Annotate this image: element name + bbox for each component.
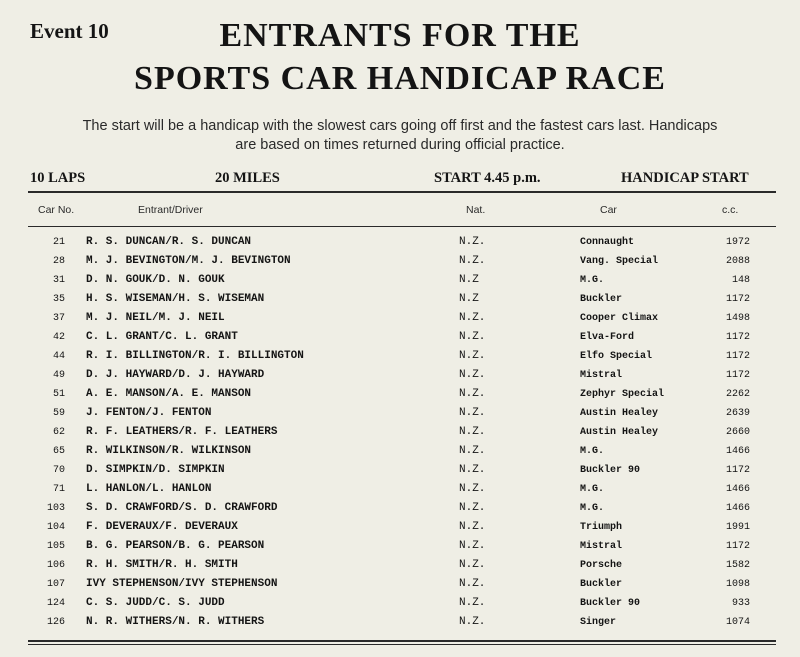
car-number: 104 (46, 522, 65, 533)
car-number: 124 (46, 598, 65, 609)
engine-cc: 1498 (725, 313, 750, 324)
car-number: 42 (52, 332, 65, 343)
intro-line-1: The start will be a handicap with the slowest cars going off first and the fastest cars last. Handicaps (82, 118, 718, 134)
bottom-rule-2 (28, 644, 776, 645)
nationality: N.Z. (459, 369, 486, 381)
nationality: N.Z. (459, 407, 486, 419)
car-number: 31 (52, 275, 65, 286)
entrant-driver: R. F. LEATHERS/R. F. LEATHERS (86, 426, 278, 438)
car-number: 107 (46, 579, 65, 590)
car-model: M.G. (580, 484, 605, 495)
car-model: M.G. (580, 503, 605, 514)
entrant-driver: J. FENTON/J. FENTON (86, 407, 212, 419)
car-model: Zephyr Special (580, 389, 665, 400)
table-row (0, 558, 800, 576)
engine-cc: 1582 (725, 560, 750, 571)
entrant-driver: C. L. GRANT/C. L. GRANT (86, 331, 238, 343)
car-model: Connaught (580, 237, 635, 248)
nationality: N.Z. (459, 312, 486, 324)
engine-cc: 1172 (725, 541, 750, 552)
table-row (0, 539, 800, 557)
entrant-driver: R. WILKINSON/R. WILKINSON (86, 445, 252, 457)
table-row (0, 235, 800, 253)
car-number: 21 (52, 237, 65, 248)
car-model: Porsche (580, 560, 623, 571)
car-model: Vang. Special (580, 256, 659, 267)
nationality: N.Z. (459, 331, 486, 343)
entrant-driver: C. S. JUDD/C. S. JUDD (86, 597, 225, 609)
table-row (0, 501, 800, 519)
engine-cc: 1172 (725, 294, 750, 305)
table-row (0, 349, 800, 367)
car-model: Austin Healey (580, 408, 659, 419)
car-model: Buckler (580, 294, 623, 305)
engine-cc: 2639 (725, 408, 750, 419)
start-type: HANDICAP START (621, 170, 749, 186)
nationality: N.Z. (459, 445, 486, 457)
car-model: Austin Healey (580, 427, 659, 438)
car-model: Mistral (580, 370, 623, 381)
table-row (0, 520, 800, 538)
top-rule (28, 191, 776, 193)
col-entrant: Entrant/Driver (138, 204, 203, 216)
car-number: 71 (52, 484, 65, 495)
bottom-rule (28, 640, 776, 642)
engine-cc: 1098 (725, 579, 750, 590)
entrant-driver: D. J. HAYWARD/D. J. HAYWARD (86, 369, 265, 381)
nationality: N.Z. (459, 616, 486, 628)
engine-cc: 1172 (725, 370, 750, 381)
car-number: 103 (46, 503, 65, 514)
engine-cc: 1466 (725, 484, 750, 495)
intro-text (20, 117, 780, 155)
car-number: 106 (46, 560, 65, 571)
nationality: N.Z. (459, 350, 486, 362)
car-number: 65 (52, 446, 65, 457)
engine-cc: 148 (731, 275, 750, 286)
nationality: N.Z. (459, 255, 486, 267)
col-car-no: Car No. (38, 204, 75, 216)
car-number: 28 (52, 256, 65, 267)
entrant-driver: L. HANLON/L. HANLON (86, 483, 212, 495)
car-number: 70 (52, 465, 65, 476)
entrant-driver: D. SIMPKIN/D. SIMPKIN (86, 464, 225, 476)
car-number: 44 (52, 351, 65, 362)
table-row (0, 615, 800, 633)
car-model: M.G. (580, 446, 605, 457)
car-number: 62 (52, 427, 65, 438)
laps: 10 LAPS (30, 170, 86, 186)
entrant-driver: N. R. WITHERS/N. R. WITHERS (86, 616, 265, 628)
table-row (0, 311, 800, 329)
col-cc: c.c. (722, 204, 739, 216)
car-number: 126 (46, 617, 65, 628)
table-row (0, 368, 800, 386)
nationality: N.Z. (459, 426, 486, 438)
table-row (0, 463, 800, 481)
start-time: START 4.45 p.m. (434, 170, 541, 186)
entrant-driver: H. S. WISEMAN/H. S. WISEMAN (86, 293, 265, 305)
event-label: Event 10 (30, 19, 109, 43)
nationality: N.Z. (459, 559, 486, 571)
distance: 20 MILES (215, 170, 280, 186)
entrant-driver: S. D. CRAWFORD/S. D. CRAWFORD (86, 502, 278, 514)
entrant-driver: B. G. PEARSON/B. G. PEARSON (86, 540, 265, 552)
table-row (0, 425, 800, 443)
car-number: 35 (52, 294, 65, 305)
car-number: 59 (52, 408, 65, 419)
nationality: N.Z (459, 274, 479, 286)
entrant-driver: M. J. BEVINGTON/M. J. BEVINGTON (86, 255, 291, 267)
car-model: Buckler 90 (580, 598, 641, 609)
title-line-1: ENTRANTS FOR THE (219, 17, 581, 54)
page-title (0, 14, 800, 100)
engine-cc: 1466 (725, 446, 750, 457)
intro-line-2: are based on times returned during official practice. (235, 137, 565, 153)
entrant-driver: A. E. MANSON/A. E. MANSON (86, 388, 252, 400)
nationality: N.Z (459, 293, 479, 305)
table-row (0, 273, 800, 291)
engine-cc: 1991 (725, 522, 750, 533)
car-number: 51 (52, 389, 65, 400)
entrant-driver: F. DEVERAUX/F. DEVERAUX (86, 521, 238, 533)
engine-cc: 2660 (725, 427, 750, 438)
entrant-driver: IVY STEPHENSON/IVY STEPHENSON (86, 578, 278, 590)
table-row (0, 292, 800, 310)
nationality: N.Z. (459, 578, 486, 590)
engine-cc: 2262 (725, 389, 750, 400)
engine-cc: 1466 (725, 503, 750, 514)
nationality: N.Z. (459, 597, 486, 609)
entrant-driver: M. J. NEIL/M. J. NEIL (86, 312, 225, 324)
car-number: 105 (46, 541, 65, 552)
engine-cc: 1074 (725, 617, 750, 628)
table-row (0, 596, 800, 614)
table-row (0, 330, 800, 348)
car-model: M.G. (580, 275, 605, 286)
engine-cc: 933 (731, 598, 750, 609)
car-model: Elva-Ford (580, 332, 635, 343)
entrant-driver: R. I. BILLINGTON/R. I. BILLINGTON (86, 350, 304, 362)
col-nat: Nat. (466, 204, 486, 216)
header-rule (28, 226, 776, 227)
nationality: N.Z. (459, 540, 486, 552)
engine-cc: 1972 (725, 237, 750, 248)
engine-cc: 1172 (725, 351, 750, 362)
car-model: Singer (580, 617, 617, 628)
nationality: N.Z. (459, 464, 486, 476)
table-row (0, 444, 800, 462)
engine-cc: 2088 (725, 256, 750, 267)
car-number: 49 (52, 370, 65, 381)
col-car: Car (600, 204, 617, 216)
entrant-driver: R. H. SMITH/R. H. SMITH (86, 559, 238, 571)
table-row (0, 387, 800, 405)
car-number: 37 (52, 313, 65, 324)
car-model: Buckler 90 (580, 465, 641, 476)
car-model: Mistral (580, 541, 623, 552)
nationality: N.Z. (459, 388, 486, 400)
car-model: Buckler (580, 579, 623, 590)
table-row (0, 254, 800, 272)
nationality: N.Z. (459, 236, 486, 248)
car-model: Elfo Special (580, 351, 653, 362)
car-model: Cooper Climax (580, 313, 659, 324)
car-model: Triumph (580, 522, 623, 533)
table-row (0, 482, 800, 500)
nationality: N.Z. (459, 483, 486, 495)
table-row (0, 406, 800, 424)
title-line-2: SPORTS CAR HANDICAP RACE (134, 60, 666, 97)
table-row (0, 577, 800, 595)
engine-cc: 1172 (725, 465, 750, 476)
entrant-driver: R. S. DUNCAN/R. S. DUNCAN (86, 236, 252, 248)
engine-cc: 1172 (725, 332, 750, 343)
nationality: N.Z. (459, 521, 486, 533)
nationality: N.Z. (459, 502, 486, 514)
entrant-driver: D. N. GOUK/D. N. GOUK (86, 274, 225, 286)
